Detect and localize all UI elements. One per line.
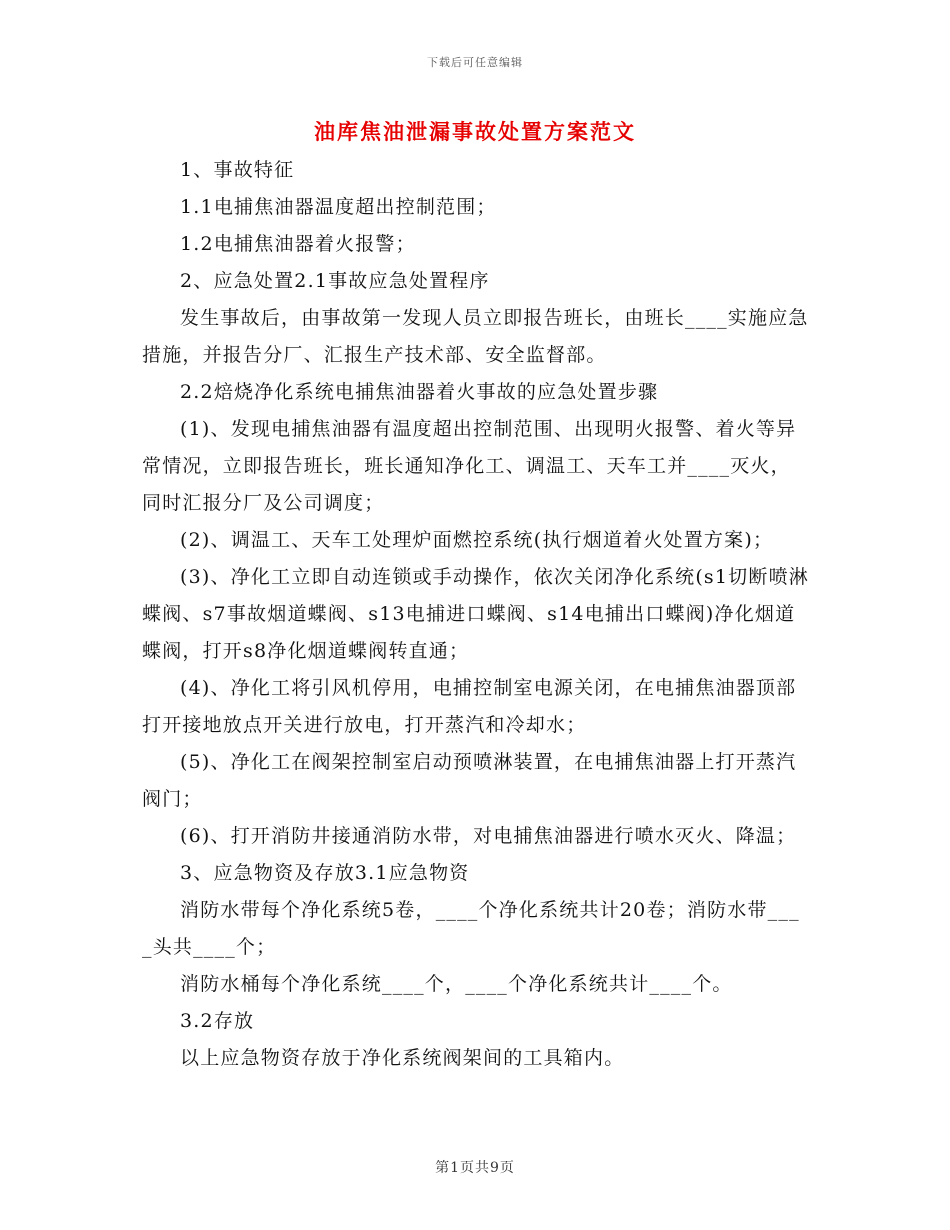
paragraph-step-1: (1)、发现电捕焦油器有温度超出控制范围、出现明火报警、着火等异常情况，立即报告班长，班长通知净化工、调温工、天车工并____灭火，同时汇报分厂及公司调度；: [142, 418, 797, 514]
paragraph-2-2-heading: 2.2焙烧净化系统电捕焦油器着火事故的应急处置步骤: [180, 381, 659, 403]
paragraph-2-1-body: 发生事故后，由事故第一发现人员立即报告班长，由班长____实施应急措施，并报告分厂、汇报生产技术部、安全监督部。: [142, 307, 809, 366]
paragraph-fire-bucket: 消防水桶每个净化系统____个，____个净化系统共计____个。: [180, 973, 733, 995]
paragraph-section-3-heading: 3、应急物资及存放3.1应急物资: [180, 862, 470, 884]
document-body: [142, 152, 810, 1077]
paragraph-section-1-heading: 1、事故特征: [180, 159, 295, 181]
paragraph-section-2-heading: 2、应急处置2.1事故应急处置程序: [180, 270, 490, 292]
paragraph-3-2-heading: 3.2存放: [180, 1010, 255, 1032]
paragraph-1-2: 1.2电捕焦油器着火报警；: [180, 233, 416, 255]
header-note: 下载后可任意编辑: [427, 56, 523, 69]
paragraph-1-1: 1.1电捕焦油器温度超出控制范围；: [180, 196, 497, 218]
paragraph-step-6: (6)、打开消防井接通消防水带，对电捕焦油器进行喷水灭火、降温；: [180, 825, 797, 847]
paragraph-fire-hose: 消防水带每个净化系统5卷，____个净化系统共计20卷；消防水带____头共____个；: [142, 899, 800, 958]
paragraph-step-4: (4)、净化工将引风机停用，电捕控制室电源关闭，在电捕焦油器顶部打开接地放点开关进行放电，打开蒸汽和冷却水；: [142, 677, 797, 736]
document-title: 油库焦油泄漏事故处置方案范文: [314, 119, 636, 144]
paragraph-step-2: (2)、调温工、天车工处理炉面燃控系统(执行烟道着火处置方案)；: [180, 529, 774, 551]
paragraph-step-5: (5)、净化工在阀架控制室启动预喷淋装置，在电捕焦油器上打开蒸汽阀门；: [142, 751, 797, 810]
paragraph-step-3: (3)、净化工立即自动连锁或手动操作，依次关闭净化系统(s1切断喷淋蝶阀、s7事故烟道蝶阀、s13电捕进口蝶阀、s14电捕出口蝶阀)净化烟道蝶阀，打开s8净化烟道蝶阀转直通；: [142, 566, 809, 662]
paragraph-storage-body: 以上应急物资存放于净化系统阀架间的工具箱内。: [180, 1047, 625, 1069]
page-number: 第1页共9页: [435, 1160, 515, 1176]
